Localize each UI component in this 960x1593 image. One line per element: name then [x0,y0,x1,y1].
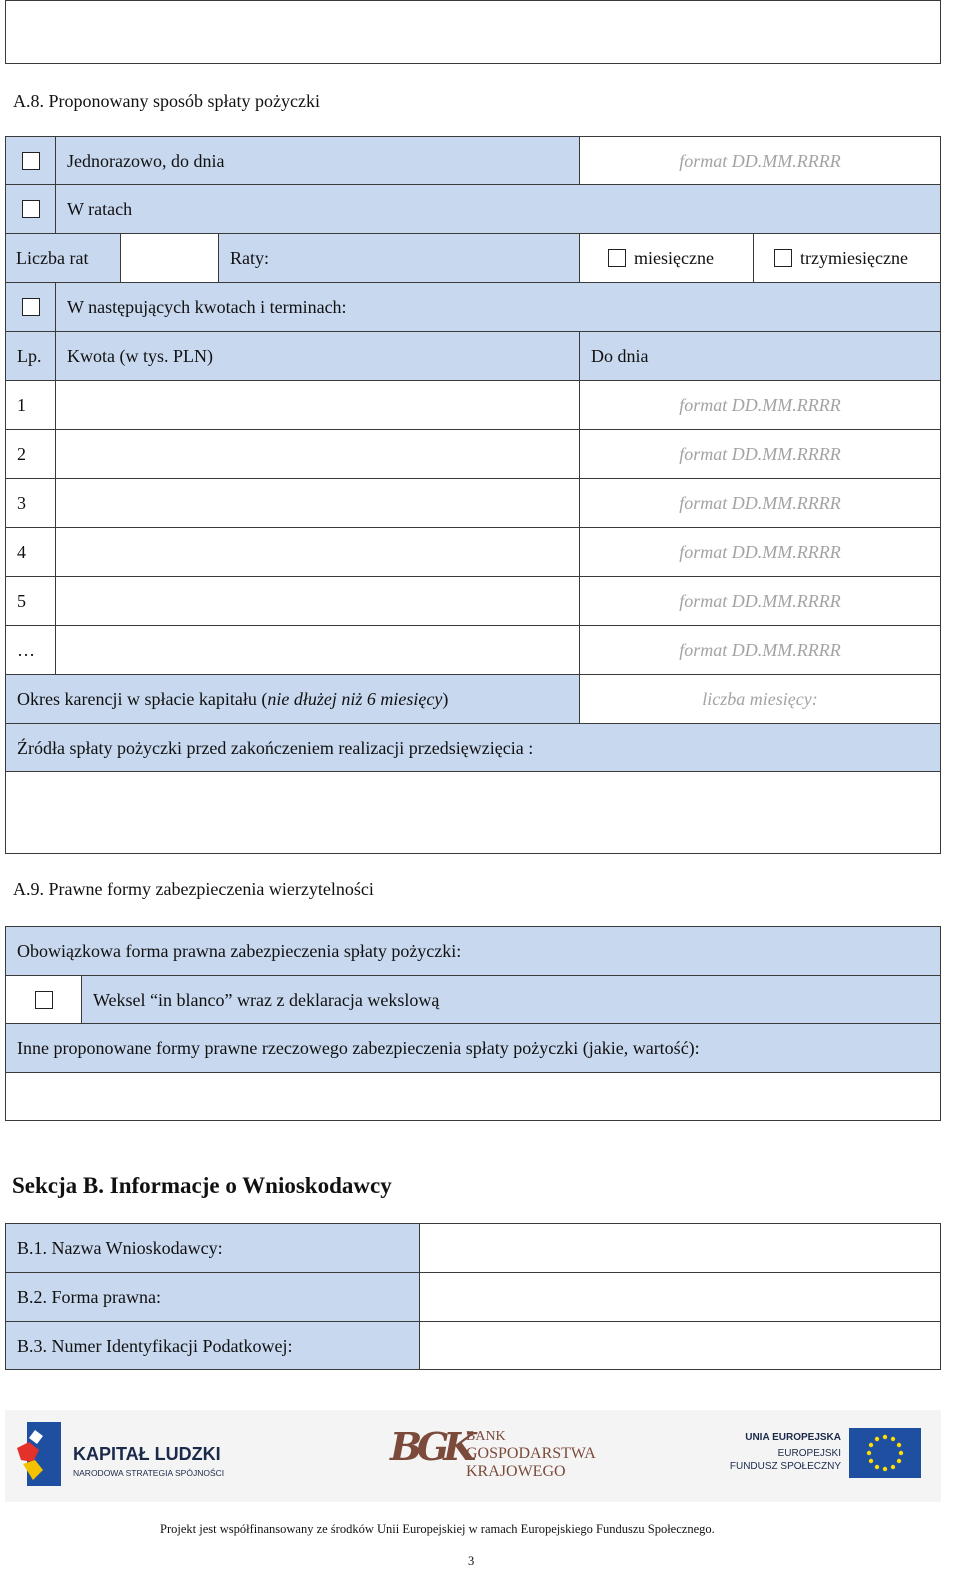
bgk-line-1: BANK [466,1429,506,1444]
following-amounts-checkbox[interactable] [22,298,40,316]
cofinancing-note: Projekt jest współfinansowany ze środków Unii Europejskiej w ramach Europejskiego Funduszu Społecznego. [160,1522,715,1536]
nip-field[interactable] [419,1321,941,1370]
following-amounts-label: W następujących kwotach i terminach: [55,282,941,332]
installments-type-label: Raty: [218,233,580,283]
legal-form-field[interactable] [419,1272,941,1322]
grace-label-end: ) [442,689,449,709]
promissory-note-checkbox[interactable] [35,991,53,1009]
row-amount-field[interactable] [55,527,580,577]
eu-flag-icon [849,1428,921,1478]
kapital-ludzki-subtitle: NARODOWA STRATEGIA SPÓJNOŚCI [73,1468,225,1478]
one-time-checkbox-cell[interactable] [5,136,56,185]
row-lp: 4 [5,527,56,577]
installments-label: W ratach [55,184,941,234]
grace-label-italic: nie dłużej niż 6 miesięcy [267,689,443,709]
following-amounts-checkbox-cell[interactable] [5,282,56,332]
bgk-logo [390,1424,620,1490]
applicant-name-label: B.1. Nazwa Wnioskodawcy: [5,1223,420,1273]
col-amount-header: Kwota (w tys. PLN) [55,331,580,381]
grace-period-label [5,674,580,724]
section-a8-title: A.8. Proponowany sposób spłaty pożyczki [13,91,320,111]
grace-period-field[interactable]: liczba miesięcy: [579,674,941,724]
mandatory-form-label: Obowiązkowa forma prawna zabezpieczenia spłaty pożyczki: [5,926,941,976]
grace-label-main: Okres karencji w spłacie kapitału ( [17,689,268,709]
row-amount-field[interactable] [55,380,580,430]
bgk-line-2: GOSPODARSTWA [466,1445,596,1462]
row-lp: 1 [5,380,56,430]
quarterly-option[interactable] [753,233,941,283]
one-time-date-field[interactable]: format DD.MM.RRRR [579,136,941,185]
row-lp: 5 [5,576,56,626]
row-lp: … [5,625,56,675]
monthly-option[interactable] [579,233,754,283]
row-lp: 3 [5,478,56,528]
row-date-field[interactable]: format DD.MM.RRRR [579,625,941,675]
monthly-checkbox[interactable] [608,249,626,267]
other-forms-label: Inne proponowane formy prawne rzeczowego zabezpieczenia spłaty pożyczki (jakie, wartość): [5,1023,941,1073]
installments-checkbox[interactable] [22,200,40,218]
row-date-field[interactable]: format DD.MM.RRRR [579,478,941,528]
col-date-header: Do dnia [579,331,941,381]
installments-checkbox-cell[interactable] [5,184,56,234]
num-installments-field[interactable] [120,233,219,283]
nip-label: B.3. Numer Identyfikacji Podatkowej: [5,1321,420,1370]
one-time-label: Jednorazowo, do dnia [55,136,580,185]
row-lp: 2 [5,429,56,479]
quarterly-checkbox[interactable] [774,249,792,267]
eu-line-3: FUNDUSZ SPOŁECZNY [729,1461,841,1472]
one-time-checkbox[interactable] [22,152,40,170]
promissory-note-checkbox-cell[interactable] [5,975,82,1024]
row-amount-field[interactable] [55,478,580,528]
other-forms-field[interactable] [5,1072,941,1121]
eu-line-1: UNIA EUROPEJSKA [745,1432,841,1443]
promissory-note-label: Weksel “in blanco” wraz z deklaracja wekslową [81,975,941,1024]
row-date-field[interactable]: format DD.MM.RRRR [579,527,941,577]
footer-logo-band [5,1410,941,1502]
kapital-ludzki-mark-icon [15,1422,67,1486]
row-date-field[interactable]: format DD.MM.RRRR [579,380,941,430]
kapital-ludzki-logo [15,1418,255,1494]
repayment-sources-label: Źródła spłaty pożyczki przed zakończeniem realizacji przedsięwzięcia : [5,723,941,772]
legal-form-label: B.2. Forma prawna: [5,1272,420,1322]
row-amount-field[interactable] [55,576,580,626]
eu-line-2: EUROPEJSKI [777,1448,841,1459]
monthly-label: miesięczne [634,248,714,268]
col-lp-header: Lp. [5,331,56,381]
bgk-line-3: KRAJOWEGO [466,1463,566,1480]
quarterly-label: trzymiesięczne [800,248,908,268]
row-amount-field[interactable] [55,429,580,479]
repayment-sources-field[interactable] [5,771,941,854]
section-b-title: Sekcja B. Informacje o Wnioskodawcy [12,1173,392,1198]
row-date-field[interactable]: format DD.MM.RRRR [579,576,941,626]
row-date-field[interactable]: format DD.MM.RRRR [579,429,941,479]
eu-logo [729,1428,935,1488]
kapital-ludzki-title: KAPITAŁ LUDZKI [73,1444,221,1464]
bgk-mark-icon: BGK [390,1424,471,1469]
applicant-name-field[interactable] [419,1223,941,1273]
page-number: 3 [468,1554,475,1568]
num-installments-label: Liczba rat [5,233,121,283]
top-empty-field[interactable] [5,0,941,64]
row-amount-field[interactable] [55,625,580,675]
section-a9-title: A.9. Prawne formy zabezpieczenia wierzytelności [13,879,374,899]
